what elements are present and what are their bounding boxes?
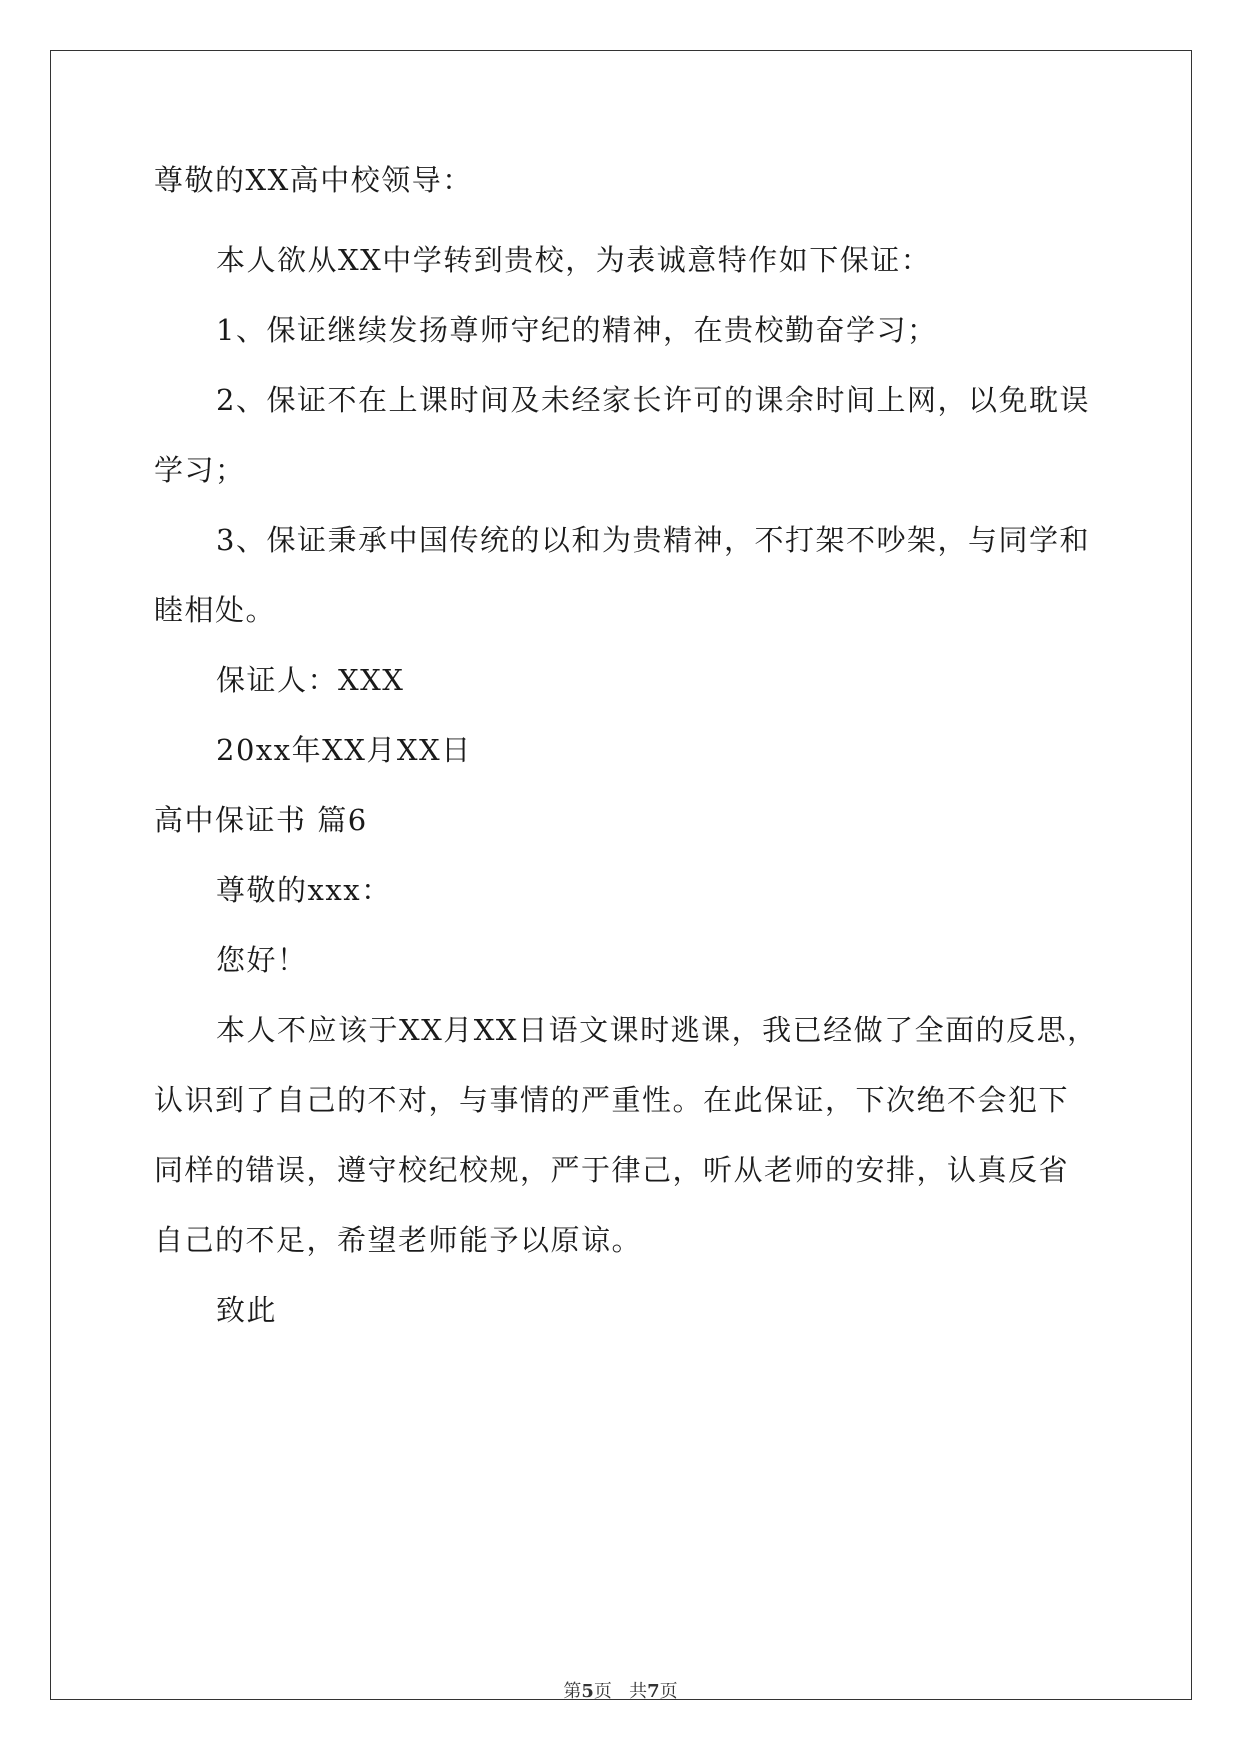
paragraph: 本人不应该于XX月XX日语文课时逃课，我已经做了全面的反思，: [216, 1013, 1098, 1047]
current-page-number: 5: [581, 1681, 594, 1702]
footer-prefix: 第: [563, 1681, 582, 1702]
list-item-continuation: 睦相处。: [154, 593, 277, 627]
total-pages-number: 7: [647, 1681, 660, 1702]
list-item: 1、保证继续发扬尊师守纪的精神，在贵校勤奋学习；: [216, 313, 938, 347]
list-item-continuation: 学习；: [154, 453, 246, 487]
paragraph-continuation: 同样的错误，遵守校纪校规，严于律己，听从老师的安排，认真反省: [154, 1153, 1070, 1187]
footer-page-word: 页: [593, 1681, 612, 1702]
paragraph: 本人欲从XX中学转到贵校，为表诚意特作如下保证：: [216, 243, 932, 277]
list-item: 3、保证秉承中国传统的以和为贵精神，不打架不吵架，与同学和: [216, 523, 1090, 557]
salutation: 尊敬的xxx：: [216, 873, 392, 907]
signature-line: 保证人：XXX: [216, 663, 405, 697]
date-line: 20xx年XX月XX日: [216, 733, 472, 767]
list-item: 2、保证不在上课时间及未经家长许可的课余时间上网，以免耽误: [216, 383, 1090, 417]
salutation: 尊敬的XX高中校领导：: [154, 163, 473, 197]
paragraph-continuation: 自己的不足，希望老师能予以原谅。: [154, 1223, 643, 1257]
greeting: 您好！: [216, 943, 308, 977]
page-footer: [0, 1680, 1241, 1704]
footer-total-prefix: 共: [629, 1681, 648, 1702]
paragraph-continuation: 认识到了自己的不对，与事情的严重性。在此保证，下次绝不会犯下: [154, 1083, 1070, 1117]
section-title: 高中保证书 篇6: [154, 803, 368, 837]
closing: 致此: [216, 1293, 278, 1327]
footer-total-suffix: 页: [659, 1681, 678, 1702]
